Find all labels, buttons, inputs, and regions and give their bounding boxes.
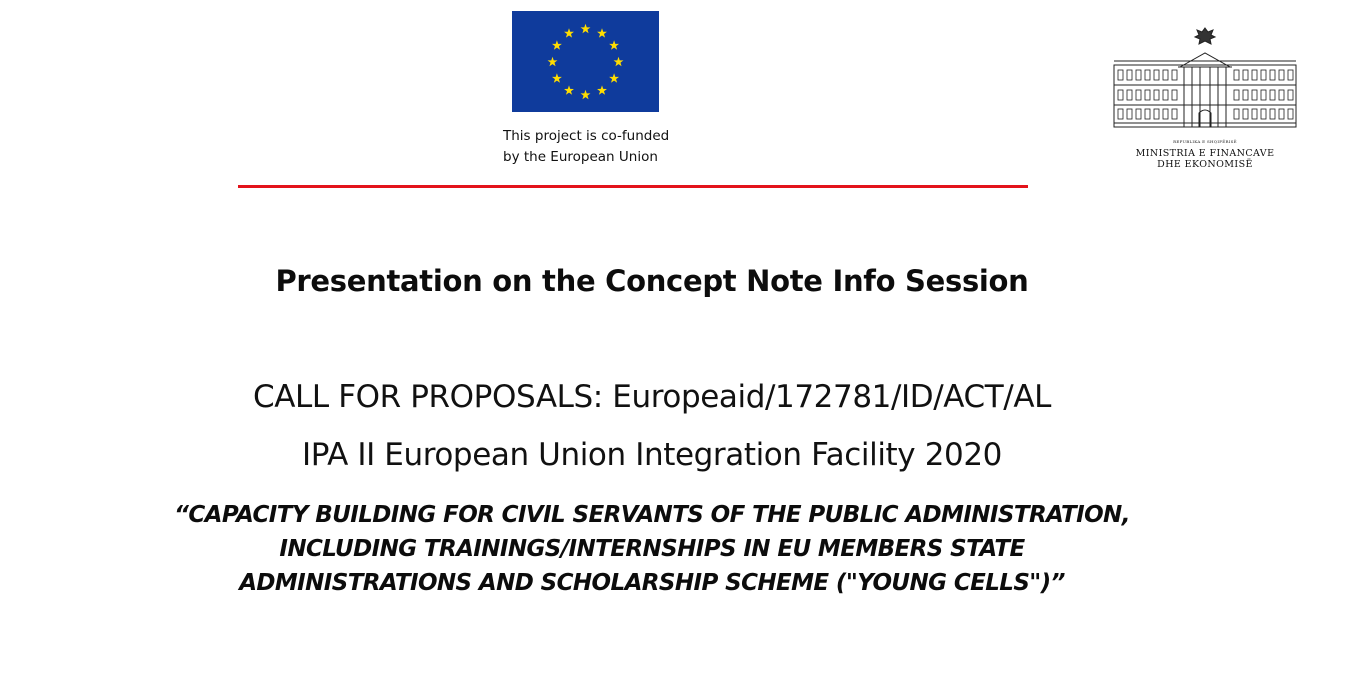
eu-star-icon xyxy=(564,28,574,37)
cofunded-line-1: This project is co-funded xyxy=(503,128,670,144)
eu-star-icon xyxy=(597,28,607,37)
eu-star-icon xyxy=(597,85,607,94)
eu-star-icon xyxy=(609,73,619,82)
eu-star-icon xyxy=(581,90,591,99)
project-title-line-2: INCLUDING TRAININGS/INTERNSHIPS IN EU MEMBERS STATE xyxy=(279,536,1025,562)
eu-star-icon xyxy=(581,24,591,33)
eu-flag-logo xyxy=(512,11,659,112)
cofunded-caption xyxy=(503,126,669,168)
project-title-line-3: ADMINISTRATIONS AND SCHOLARSHIP SCHEME ("YOUNG CELLS")” xyxy=(239,570,1065,596)
ministry-republic-label: REPUBLIKA E SHQIPËRISË xyxy=(1173,139,1237,144)
eu-star-icon xyxy=(614,57,624,66)
ministry-building-icon xyxy=(1112,25,1298,135)
call-reference: CALL FOR PROPOSALS: Europeaid/172781/ID/ACT/AL xyxy=(252,379,1052,415)
cofunded-line-2: by the European Union xyxy=(503,149,658,165)
eu-star-icon xyxy=(548,57,558,66)
ministry-logo xyxy=(1112,25,1298,175)
ministry-name-line-1: MINISTRIA E FINANCAVE xyxy=(1135,148,1275,159)
eu-star-icon xyxy=(552,73,562,82)
ministry-name-line-2: DHE EKONOMISË xyxy=(1157,159,1253,170)
eu-star-icon xyxy=(609,40,619,49)
project-title-line-1: “CAPACITY BUILDING FOR CIVIL SERVANTS OF THE PUBLIC ADMINISTRATION, xyxy=(174,502,1130,528)
project-title xyxy=(0,498,1304,600)
page-title: Presentation on the Concept Note Info Session xyxy=(275,264,1029,298)
eu-star-icon xyxy=(564,85,574,94)
eu-star-icon xyxy=(552,40,562,49)
header-divider xyxy=(238,185,1028,188)
programme-name: IPA II European Union Integration Facility 2020 xyxy=(302,437,1002,473)
